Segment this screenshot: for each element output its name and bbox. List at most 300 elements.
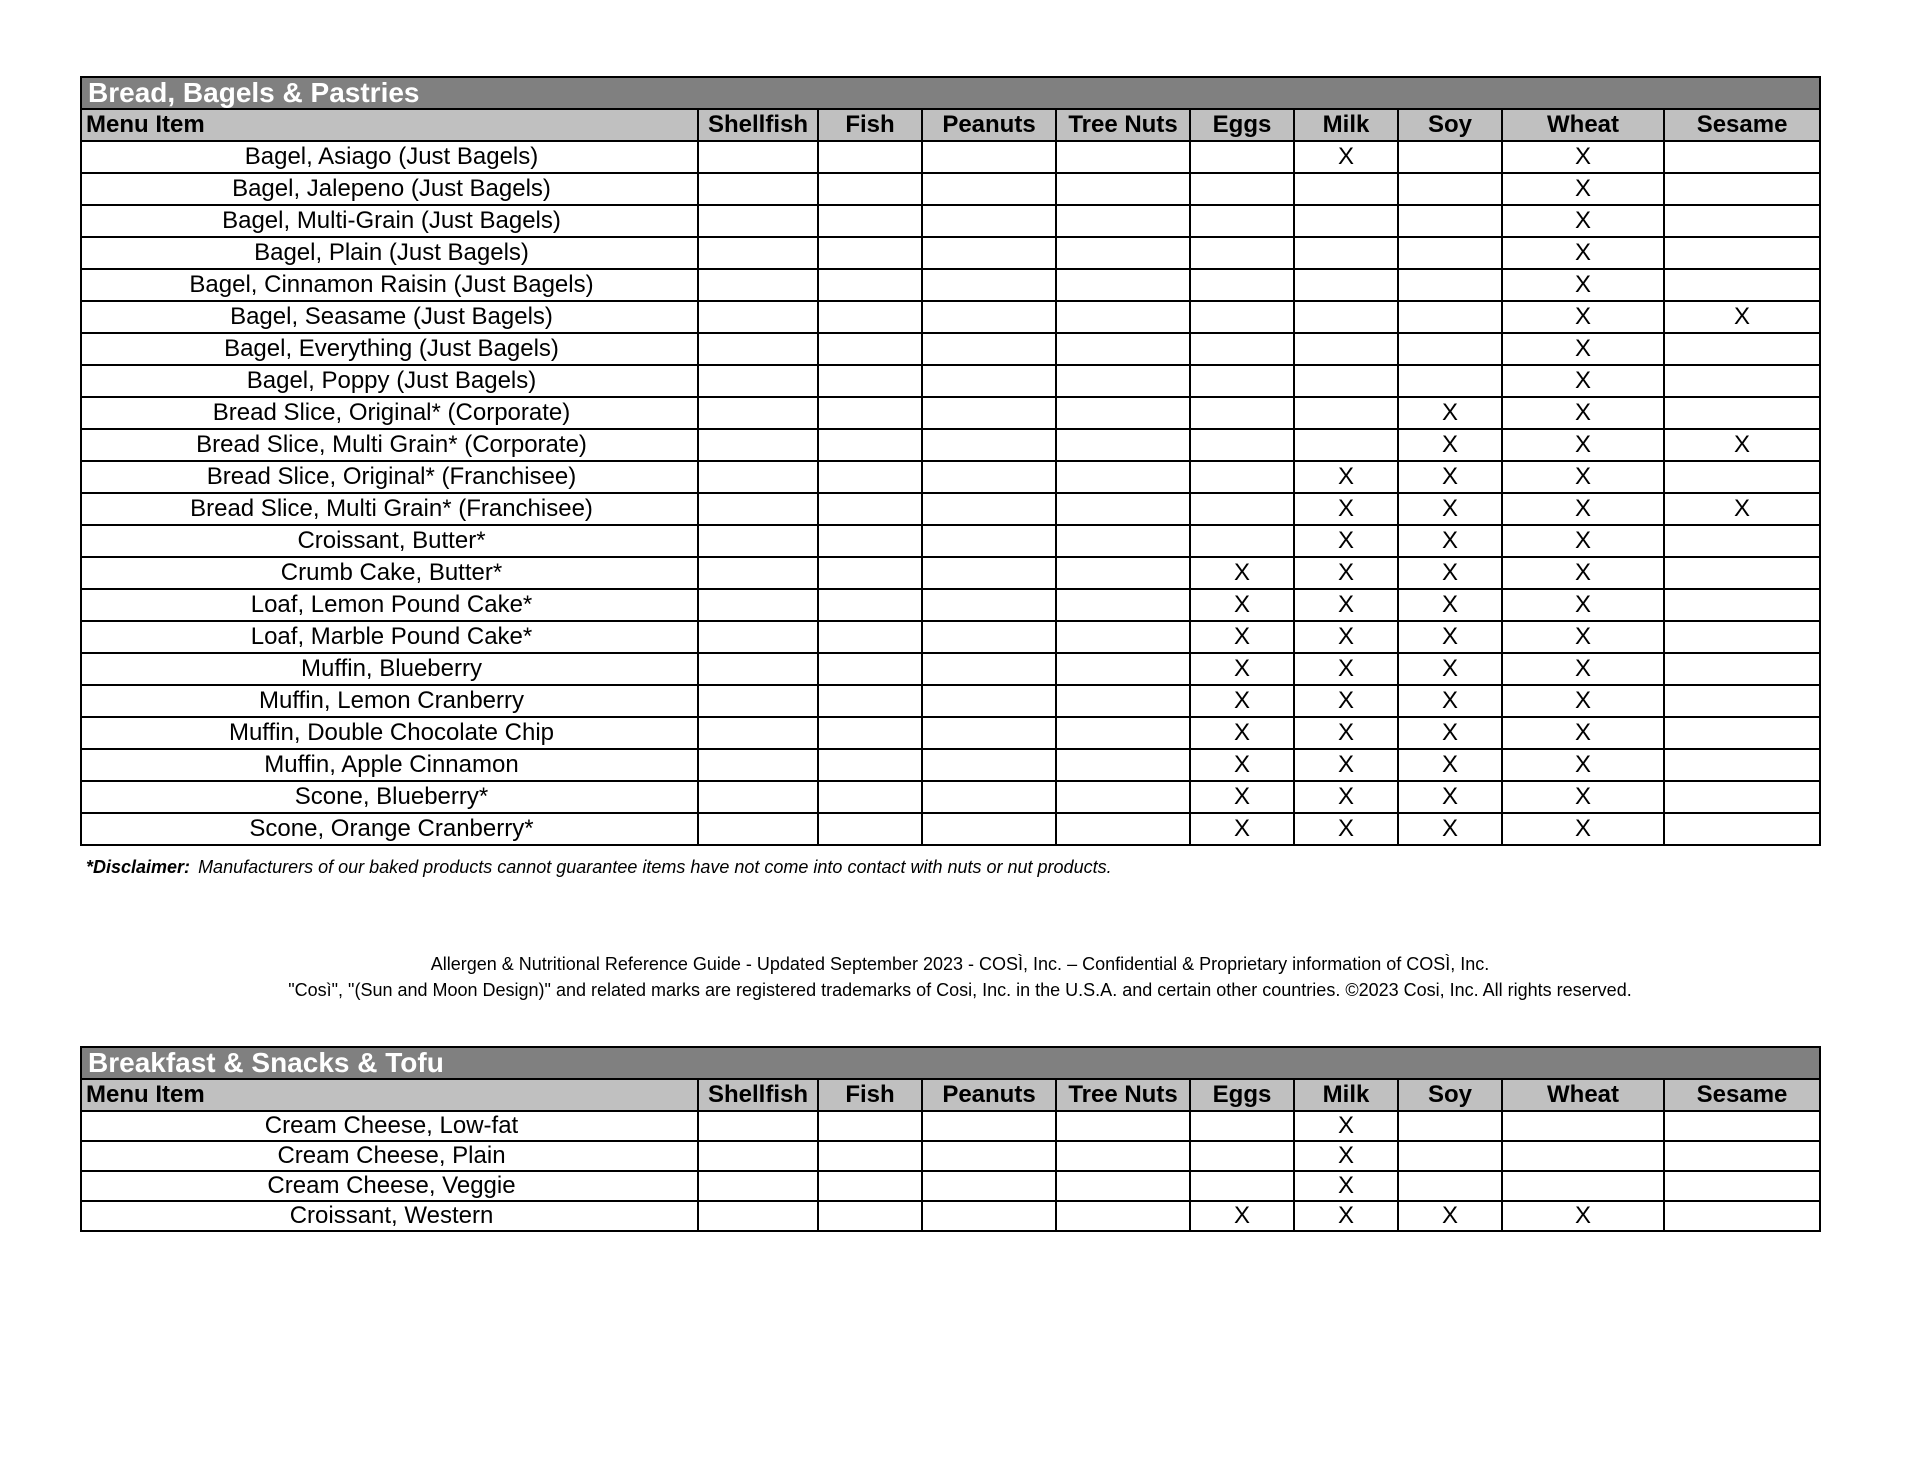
allergen-cell-sesame <box>1664 269 1820 301</box>
allergen-cell-peanuts <box>922 813 1056 845</box>
menu-item-name: Bagel, Cinnamon Raisin (Just Bagels) <box>81 269 698 301</box>
allergen-cell-wheat: X <box>1502 1201 1664 1231</box>
column-header-tree-nuts: Tree Nuts <box>1056 1079 1190 1111</box>
allergen-cell-tree-nuts <box>1056 653 1190 685</box>
allergen-cell-peanuts <box>922 621 1056 653</box>
menu-item-name: Bagel, Everything (Just Bagels) <box>81 333 698 365</box>
allergen-cell-soy <box>1398 333 1502 365</box>
allergen-cell-fish <box>818 397 922 429</box>
allergen-cell-shellfish <box>698 525 818 557</box>
allergen-cell-shellfish <box>698 173 818 205</box>
allergen-cell-eggs: X <box>1190 557 1294 589</box>
allergen-cell-fish <box>818 429 922 461</box>
allergen-cell-sesame: X <box>1664 493 1820 525</box>
allergen-cell-fish <box>818 525 922 557</box>
allergen-cell-shellfish <box>698 685 818 717</box>
allergen-cell-tree-nuts <box>1056 589 1190 621</box>
allergen-cell-tree-nuts <box>1056 365 1190 397</box>
column-header-tree-nuts: Tree Nuts <box>1056 109 1190 141</box>
allergen-cell-tree-nuts <box>1056 717 1190 749</box>
table-row <box>81 397 1820 429</box>
table-body <box>81 1111 1820 1231</box>
allergen-cell-eggs: X <box>1190 781 1294 813</box>
allergen-cell-wheat: X <box>1502 237 1664 269</box>
allergen-cell-milk: X <box>1294 557 1398 589</box>
allergen-cell-eggs <box>1190 525 1294 557</box>
allergen-cell-peanuts <box>922 301 1056 333</box>
allergen-cell-peanuts <box>922 461 1056 493</box>
allergen-cell-shellfish <box>698 461 818 493</box>
allergen-cell-soy <box>1398 237 1502 269</box>
menu-item-name: Bagel, Multi-Grain (Just Bagels) <box>81 205 698 237</box>
allergen-cell-eggs <box>1190 1111 1294 1141</box>
allergen-cell-soy: X <box>1398 429 1502 461</box>
allergen-cell-peanuts <box>922 365 1056 397</box>
allergen-cell-sesame: X <box>1664 301 1820 333</box>
allergen-cell-sesame <box>1664 685 1820 717</box>
allergen-cell-fish <box>818 269 922 301</box>
allergen-cell-milk: X <box>1294 717 1398 749</box>
allergen-cell-soy: X <box>1398 749 1502 781</box>
allergen-cell-tree-nuts <box>1056 397 1190 429</box>
allergen-cell-eggs <box>1190 237 1294 269</box>
allergen-cell-eggs <box>1190 429 1294 461</box>
table-row <box>81 557 1820 589</box>
column-header-wheat: Wheat <box>1502 109 1664 141</box>
allergen-cell-soy <box>1398 1141 1502 1171</box>
column-header-milk: Milk <box>1294 109 1398 141</box>
allergen-cell-peanuts <box>922 493 1056 525</box>
menu-item-name: Bagel, Poppy (Just Bagels) <box>81 365 698 397</box>
allergen-cell-sesame <box>1664 1171 1820 1201</box>
table-row <box>81 429 1820 461</box>
column-header-eggs: Eggs <box>1190 109 1294 141</box>
allergen-cell-tree-nuts <box>1056 205 1190 237</box>
allergen-cell-eggs <box>1190 141 1294 173</box>
allergen-cell-shellfish <box>698 269 818 301</box>
column-header-milk: Milk <box>1294 1079 1398 1111</box>
allergen-cell-peanuts <box>922 1141 1056 1171</box>
allergen-cell-wheat: X <box>1502 589 1664 621</box>
allergen-cell-shellfish <box>698 429 818 461</box>
allergen-cell-eggs: X <box>1190 1201 1294 1231</box>
allergen-cell-soy: X <box>1398 461 1502 493</box>
allergen-cell-soy: X <box>1398 1201 1502 1231</box>
allergen-cell-tree-nuts <box>1056 333 1190 365</box>
column-header-fish: Fish <box>818 109 922 141</box>
allergen-cell-milk: X <box>1294 141 1398 173</box>
allergen-cell-soy: X <box>1398 685 1502 717</box>
menu-item-name: Loaf, Marble Pound Cake* <box>81 621 698 653</box>
column-header-fish: Fish <box>818 1079 922 1111</box>
menu-item-name: Bagel, Jalepeno (Just Bagels) <box>81 173 698 205</box>
allergen-cell-soy: X <box>1398 653 1502 685</box>
allergen-cell-milk <box>1294 269 1398 301</box>
allergen-cell-shellfish <box>698 717 818 749</box>
allergen-cell-tree-nuts <box>1056 301 1190 333</box>
allergen-cell-fish <box>818 813 922 845</box>
allergen-cell-fish <box>818 1141 922 1171</box>
column-header-soy: Soy <box>1398 1079 1502 1111</box>
allergen-cell-soy <box>1398 173 1502 205</box>
table-row <box>81 813 1820 845</box>
allergen-cell-shellfish <box>698 493 818 525</box>
allergen-cell-eggs <box>1190 1171 1294 1201</box>
allergen-cell-soy <box>1398 301 1502 333</box>
allergen-cell-peanuts <box>922 653 1056 685</box>
allergen-cell-shellfish <box>698 813 818 845</box>
allergen-cell-soy <box>1398 205 1502 237</box>
allergen-cell-peanuts <box>922 1201 1056 1231</box>
allergen-cell-tree-nuts <box>1056 685 1190 717</box>
table-row <box>81 1141 1820 1171</box>
column-header-menu-item: Menu Item <box>81 109 698 141</box>
allergen-cell-fish <box>818 1201 922 1231</box>
bread-bagels-pastries-table <box>80 76 1821 846</box>
column-header-row <box>81 1079 1820 1111</box>
allergen-cell-wheat: X <box>1502 429 1664 461</box>
allergen-cell-milk: X <box>1294 589 1398 621</box>
allergen-cell-fish <box>818 781 922 813</box>
menu-item-name: Cream Cheese, Plain <box>81 1141 698 1171</box>
allergen-cell-fish <box>818 621 922 653</box>
table-row <box>81 461 1820 493</box>
allergen-cell-soy: X <box>1398 397 1502 429</box>
allergen-cell-eggs: X <box>1190 653 1294 685</box>
allergen-cell-shellfish <box>698 1111 818 1141</box>
allergen-cell-peanuts <box>922 717 1056 749</box>
allergen-cell-fish <box>818 301 922 333</box>
allergen-cell-tree-nuts <box>1056 461 1190 493</box>
allergen-cell-tree-nuts <box>1056 237 1190 269</box>
allergen-cell-soy <box>1398 1111 1502 1141</box>
allergen-cell-eggs: X <box>1190 685 1294 717</box>
allergen-cell-milk: X <box>1294 461 1398 493</box>
table-row <box>81 493 1820 525</box>
allergen-cell-peanuts <box>922 557 1056 589</box>
allergen-cell-sesame <box>1664 813 1820 845</box>
column-header-row <box>81 109 1820 141</box>
menu-item-name: Bagel, Seasame (Just Bagels) <box>81 301 698 333</box>
allergen-cell-tree-nuts <box>1056 141 1190 173</box>
disclaimer-label: *Disclaimer: <box>86 857 191 877</box>
column-header-shellfish: Shellfish <box>698 1079 818 1111</box>
allergen-cell-peanuts <box>922 525 1056 557</box>
allergen-cell-wheat: X <box>1502 301 1664 333</box>
allergen-cell-shellfish <box>698 589 818 621</box>
allergen-cell-eggs <box>1190 173 1294 205</box>
allergen-cell-tree-nuts <box>1056 813 1190 845</box>
allergen-cell-peanuts <box>922 1111 1056 1141</box>
table-row <box>81 1171 1820 1201</box>
allergen-cell-sesame <box>1664 525 1820 557</box>
table-row <box>81 301 1820 333</box>
allergen-cell-fish <box>818 461 922 493</box>
allergen-cell-milk: X <box>1294 1111 1398 1141</box>
allergen-cell-tree-nuts <box>1056 269 1190 301</box>
allergen-cell-shellfish <box>698 333 818 365</box>
allergen-cell-fish <box>818 685 922 717</box>
allergen-cell-soy <box>1398 269 1502 301</box>
table-row <box>81 205 1820 237</box>
allergen-cell-wheat: X <box>1502 397 1664 429</box>
allergen-cell-eggs <box>1190 365 1294 397</box>
allergen-cell-wheat: X <box>1502 461 1664 493</box>
menu-item-name: Muffin, Double Chocolate Chip <box>81 717 698 749</box>
allergen-cell-wheat: X <box>1502 653 1664 685</box>
allergen-cell-sesame <box>1664 1201 1820 1231</box>
allergen-cell-fish <box>818 237 922 269</box>
allergen-cell-soy: X <box>1398 717 1502 749</box>
allergen-cell-tree-nuts <box>1056 749 1190 781</box>
allergen-cell-fish <box>818 589 922 621</box>
column-header-shellfish: Shellfish <box>698 109 818 141</box>
table-row <box>81 749 1820 781</box>
allergen-cell-tree-nuts <box>1056 1171 1190 1201</box>
column-header-sesame: Sesame <box>1664 1079 1820 1111</box>
allergen-cell-wheat: X <box>1502 781 1664 813</box>
table-row <box>81 685 1820 717</box>
allergen-cell-fish <box>818 141 922 173</box>
allergen-cell-wheat <box>1502 1111 1664 1141</box>
allergen-cell-wheat: X <box>1502 525 1664 557</box>
table-row <box>81 333 1820 365</box>
allergen-cell-soy: X <box>1398 813 1502 845</box>
allergen-cell-soy: X <box>1398 621 1502 653</box>
allergen-cell-tree-nuts <box>1056 173 1190 205</box>
menu-item-name: Scone, Blueberry* <box>81 781 698 813</box>
allergen-cell-fish <box>818 557 922 589</box>
allergen-cell-sesame <box>1664 749 1820 781</box>
allergen-cell-milk: X <box>1294 1141 1398 1171</box>
allergen-cell-wheat <box>1502 1141 1664 1171</box>
allergen-cell-eggs <box>1190 493 1294 525</box>
allergen-cell-fish <box>818 1111 922 1141</box>
allergen-cell-tree-nuts <box>1056 621 1190 653</box>
allergen-cell-soy: X <box>1398 525 1502 557</box>
allergen-cell-peanuts <box>922 141 1056 173</box>
allergen-cell-wheat: X <box>1502 493 1664 525</box>
table-body <box>81 141 1820 845</box>
allergen-cell-eggs <box>1190 333 1294 365</box>
allergen-cell-wheat <box>1502 1171 1664 1201</box>
allergen-cell-sesame <box>1664 205 1820 237</box>
allergen-cell-sesame <box>1664 365 1820 397</box>
allergen-cell-fish <box>818 365 922 397</box>
table-row <box>81 621 1820 653</box>
allergen-cell-shellfish <box>698 781 818 813</box>
allergen-cell-milk <box>1294 301 1398 333</box>
allergen-cell-eggs: X <box>1190 589 1294 621</box>
allergen-cell-milk: X <box>1294 813 1398 845</box>
allergen-cell-eggs: X <box>1190 621 1294 653</box>
allergen-cell-peanuts <box>922 589 1056 621</box>
section-title: Bread, Bagels & Pastries <box>81 77 1820 109</box>
allergen-cell-shellfish <box>698 653 818 685</box>
menu-item-name: Muffin, Blueberry <box>81 653 698 685</box>
menu-item-name: Bread Slice, Original* (Franchisee) <box>81 461 698 493</box>
allergen-cell-tree-nuts <box>1056 493 1190 525</box>
menu-item-name: Croissant, Butter* <box>81 525 698 557</box>
table-row <box>81 141 1820 173</box>
allergen-cell-sesame <box>1664 237 1820 269</box>
allergen-cell-shellfish <box>698 621 818 653</box>
allergen-cell-wheat: X <box>1502 749 1664 781</box>
allergen-cell-peanuts <box>922 269 1056 301</box>
allergen-cell-milk: X <box>1294 685 1398 717</box>
allergen-cell-tree-nuts <box>1056 557 1190 589</box>
allergen-cell-soy: X <box>1398 557 1502 589</box>
allergen-cell-wheat: X <box>1502 333 1664 365</box>
allergen-cell-milk <box>1294 237 1398 269</box>
menu-item-name: Cream Cheese, Low-fat <box>81 1111 698 1141</box>
menu-item-name: Muffin, Lemon Cranberry <box>81 685 698 717</box>
table-row <box>81 589 1820 621</box>
allergen-cell-wheat: X <box>1502 205 1664 237</box>
allergen-cell-tree-nuts <box>1056 1111 1190 1141</box>
menu-item-name: Bagel, Plain (Just Bagels) <box>81 237 698 269</box>
allergen-cell-eggs: X <box>1190 717 1294 749</box>
allergen-cell-milk <box>1294 397 1398 429</box>
allergen-cell-peanuts <box>922 685 1056 717</box>
allergen-cell-peanuts <box>922 781 1056 813</box>
column-header-eggs: Eggs <box>1190 1079 1294 1111</box>
allergen-cell-milk <box>1294 365 1398 397</box>
allergen-cell-peanuts <box>922 397 1056 429</box>
allergen-cell-soy <box>1398 141 1502 173</box>
table-row <box>81 269 1820 301</box>
allergen-cell-soy: X <box>1398 781 1502 813</box>
allergen-cell-peanuts <box>922 237 1056 269</box>
table-row <box>81 237 1820 269</box>
allergen-cell-eggs <box>1190 1141 1294 1171</box>
allergen-cell-wheat: X <box>1502 141 1664 173</box>
menu-item-name: Crumb Cake, Butter* <box>81 557 698 589</box>
allergen-cell-wheat: X <box>1502 269 1664 301</box>
table-row <box>81 525 1820 557</box>
allergen-cell-fish <box>818 653 922 685</box>
allergen-cell-soy <box>1398 1171 1502 1201</box>
column-header-peanuts: Peanuts <box>922 1079 1056 1111</box>
allergen-cell-tree-nuts <box>1056 525 1190 557</box>
allergen-cell-milk: X <box>1294 621 1398 653</box>
allergen-cell-shellfish <box>698 749 818 781</box>
menu-item-name: Bread Slice, Multi Grain* (Corporate) <box>81 429 698 461</box>
allergen-cell-sesame <box>1664 141 1820 173</box>
allergen-cell-soy: X <box>1398 589 1502 621</box>
allergen-cell-fish <box>818 717 922 749</box>
allergen-cell-sesame <box>1664 1111 1820 1141</box>
allergen-cell-tree-nuts <box>1056 429 1190 461</box>
menu-item-name: Bread Slice, Original* (Corporate) <box>81 397 698 429</box>
allergen-cell-peanuts <box>922 1171 1056 1201</box>
table-row <box>81 173 1820 205</box>
allergen-cell-sesame <box>1664 717 1820 749</box>
allergen-cell-sesame <box>1664 621 1820 653</box>
allergen-cell-peanuts <box>922 429 1056 461</box>
column-header-peanuts: Peanuts <box>922 109 1056 141</box>
allergen-cell-tree-nuts <box>1056 1201 1190 1231</box>
allergen-cell-milk: X <box>1294 781 1398 813</box>
allergen-cell-shellfish <box>698 141 818 173</box>
section-title: Breakfast & Snacks & Tofu <box>81 1047 1820 1079</box>
allergen-cell-fish <box>818 333 922 365</box>
allergen-cell-eggs <box>1190 461 1294 493</box>
menu-item-name: Muffin, Apple Cinnamon <box>81 749 698 781</box>
allergen-cell-shellfish <box>698 237 818 269</box>
allergen-cell-sesame <box>1664 397 1820 429</box>
allergen-cell-fish <box>818 173 922 205</box>
allergen-cell-shellfish <box>698 365 818 397</box>
disclaimer <box>86 857 1112 878</box>
disclaimer-text: Manufacturers of our baked products cannot guarantee items have not come into contact with nuts or nut products. <box>198 857 1112 877</box>
table-row <box>81 781 1820 813</box>
allergen-cell-eggs <box>1190 205 1294 237</box>
allergen-cell-sesame: X <box>1664 429 1820 461</box>
allergen-cell-shellfish <box>698 397 818 429</box>
allergen-cell-sesame <box>1664 461 1820 493</box>
allergen-cell-sesame <box>1664 653 1820 685</box>
allergen-cell-milk: X <box>1294 1171 1398 1201</box>
allergen-cell-milk <box>1294 333 1398 365</box>
allergen-cell-sesame <box>1664 173 1820 205</box>
allergen-cell-milk <box>1294 205 1398 237</box>
menu-item-name: Bagel, Asiago (Just Bagels) <box>81 141 698 173</box>
column-header-sesame: Sesame <box>1664 109 1820 141</box>
table-row <box>81 1111 1820 1141</box>
menu-item-name: Loaf, Lemon Pound Cake* <box>81 589 698 621</box>
column-header-menu-item: Menu Item <box>81 1079 698 1111</box>
allergen-cell-eggs <box>1190 269 1294 301</box>
footer-line-2: "Così", "(Sun and Moon Design)" and related marks are registered trademarks of Cosi, Inc. in the U.S.A. and certain other countries. ©2023 Cosi, Inc. All rights reserved. <box>288 980 1632 1000</box>
allergen-cell-eggs: X <box>1190 749 1294 781</box>
allergen-cell-sesame <box>1664 1141 1820 1171</box>
allergen-cell-shellfish <box>698 205 818 237</box>
allergen-cell-wheat: X <box>1502 621 1664 653</box>
allergen-cell-tree-nuts <box>1056 781 1190 813</box>
allergen-cell-sesame <box>1664 781 1820 813</box>
allergen-cell-sesame <box>1664 589 1820 621</box>
table-row <box>81 653 1820 685</box>
breakfast-snacks-tofu-table <box>80 1046 1821 1232</box>
allergen-cell-peanuts <box>922 333 1056 365</box>
allergen-cell-milk: X <box>1294 749 1398 781</box>
allergen-cell-fish <box>818 749 922 781</box>
allergen-cell-shellfish <box>698 1171 818 1201</box>
menu-item-name: Bread Slice, Multi Grain* (Franchisee) <box>81 493 698 525</box>
menu-item-name: Cream Cheese, Veggie <box>81 1171 698 1201</box>
allergen-cell-shellfish <box>698 301 818 333</box>
menu-item-name: Scone, Orange Cranberry* <box>81 813 698 845</box>
allergen-cell-wheat: X <box>1502 813 1664 845</box>
allergen-cell-peanuts <box>922 205 1056 237</box>
allergen-cell-wheat: X <box>1502 717 1664 749</box>
allergen-cell-wheat: X <box>1502 173 1664 205</box>
allergen-cell-peanuts <box>922 173 1056 205</box>
allergen-cell-milk: X <box>1294 1201 1398 1231</box>
allergen-cell-sesame <box>1664 557 1820 589</box>
allergen-cell-soy <box>1398 365 1502 397</box>
table-row <box>81 1201 1820 1231</box>
allergen-cell-eggs: X <box>1190 813 1294 845</box>
allergen-cell-shellfish <box>698 557 818 589</box>
table-row <box>81 365 1820 397</box>
allergen-cell-milk <box>1294 429 1398 461</box>
column-header-wheat: Wheat <box>1502 1079 1664 1111</box>
allergen-cell-shellfish <box>698 1201 818 1231</box>
allergen-cell-fish <box>818 493 922 525</box>
footer-line-1: Allergen & Nutritional Reference Guide - Updated September 2023 - COSÌ, Inc. – Confidential & Proprietary information of COSÌ, Inc. <box>430 954 1490 974</box>
